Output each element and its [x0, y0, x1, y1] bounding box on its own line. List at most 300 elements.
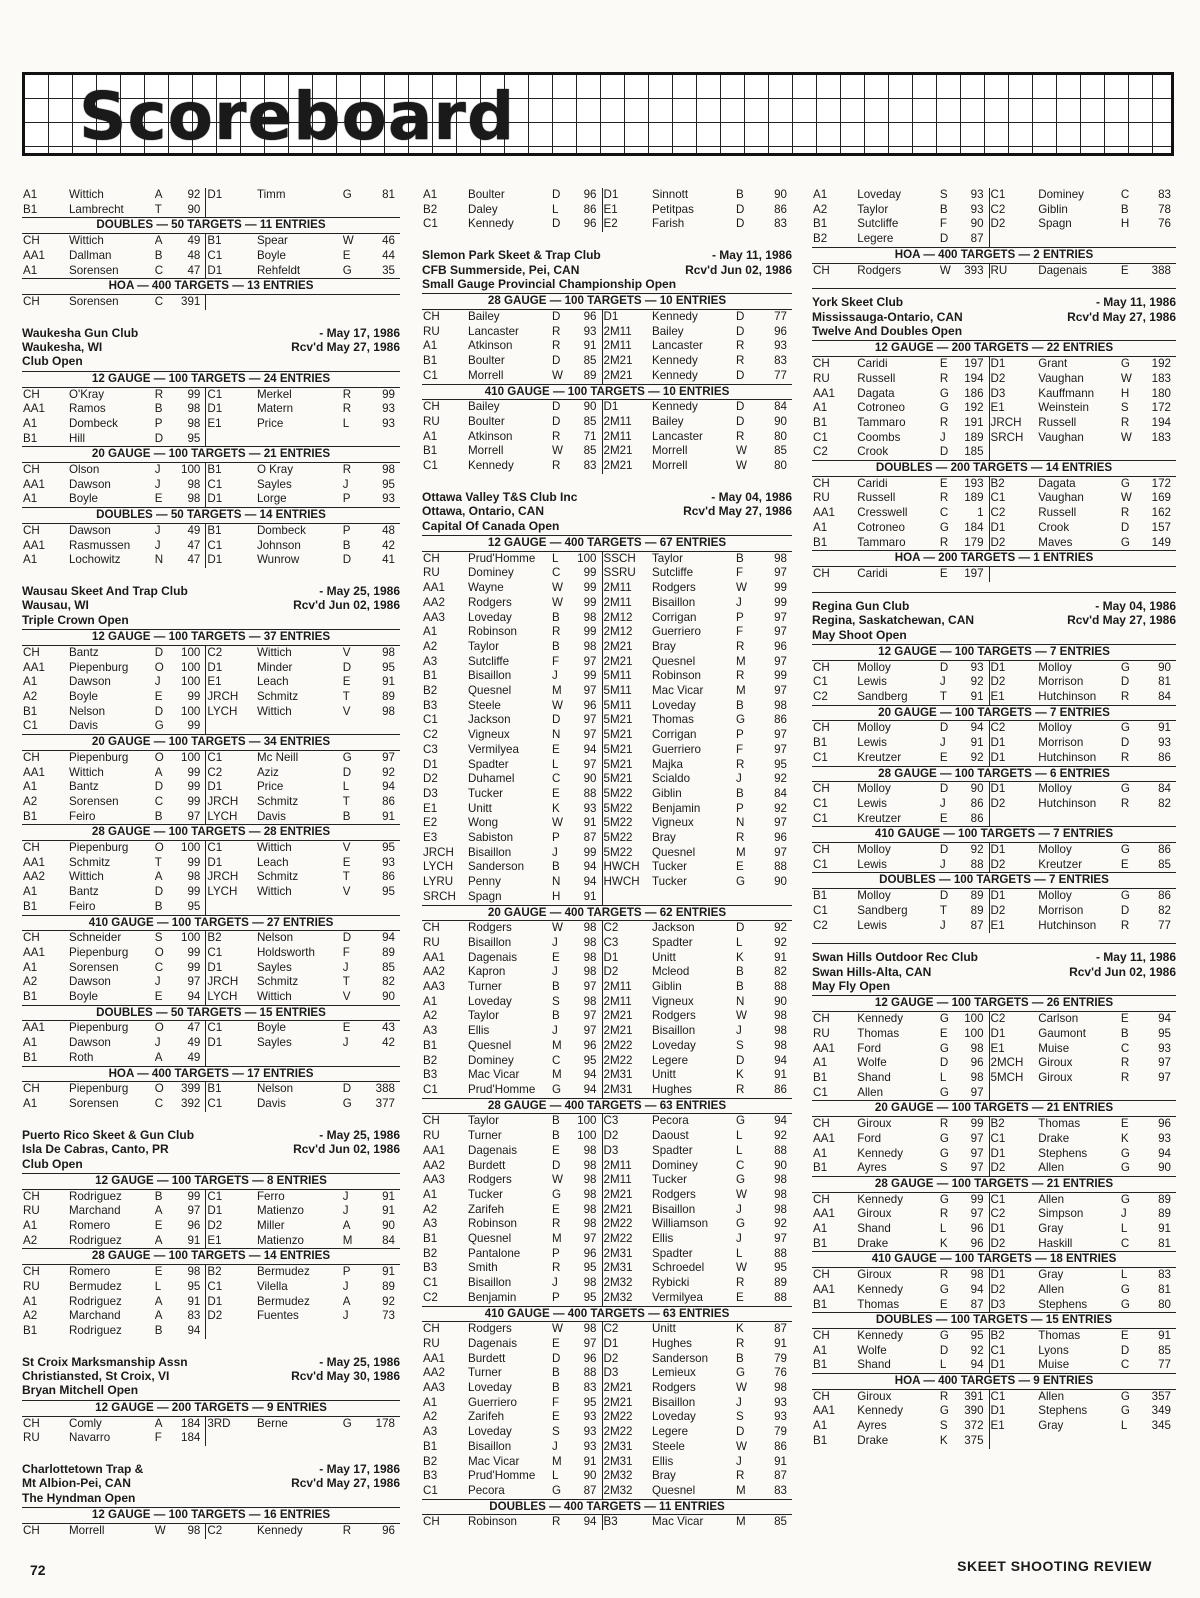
event-title: HOA — 400 TARGETS — 17 ENTRIES: [22, 1066, 400, 1083]
class-cell: B1: [23, 899, 38, 913]
score-cell: 91: [1158, 721, 1171, 735]
score-cell: 93: [382, 492, 395, 506]
grade-cell: R: [1120, 796, 1130, 810]
score-cell: 100: [175, 463, 206, 478]
table-row: [422, 1396, 792, 1411]
class-cell: A3: [423, 1425, 438, 1439]
score-cell: 97: [572, 728, 602, 743]
shooter-name-cell: Schneider: [68, 931, 122, 945]
table-row: [422, 400, 792, 415]
class-cell: AA1: [423, 1351, 445, 1365]
shooter-name-cell: Kennedy: [468, 459, 514, 473]
shooter-name-cell: Stephens: [1038, 1146, 1088, 1160]
score-cell: 96: [572, 188, 602, 203]
class-cell: CH: [23, 294, 40, 308]
grade-cell: J: [154, 523, 161, 537]
class-cell: C3: [603, 935, 619, 949]
shooter-name-cell: Lewis: [857, 736, 887, 750]
grade-cell: D: [736, 202, 745, 216]
grade-cell: B: [342, 538, 351, 552]
table-row: [22, 856, 400, 871]
table-row: [422, 1337, 792, 1352]
shooter-name-cell: Dagenais: [468, 1143, 517, 1157]
score-cell: 93: [572, 802, 602, 817]
score-cell: 90: [1158, 1161, 1171, 1175]
class-cell: 5MCH: [990, 1071, 1024, 1084]
grade-cell: O: [154, 945, 164, 959]
grade-cell: D: [154, 885, 164, 899]
shooter-name-cell: Loveday: [468, 610, 512, 624]
page-number: 72: [30, 1562, 46, 1578]
class-cell: C1: [207, 945, 223, 959]
grade-cell: [343, 1431, 365, 1446]
club-heading-line: [812, 324, 1176, 338]
grade-cell: J: [736, 1454, 742, 1468]
shooter-name-cell: Romero: [68, 1219, 111, 1233]
shooter-name-cell: Ellis: [652, 1454, 674, 1468]
score-cell: 86: [1158, 750, 1171, 764]
grade-cell: E: [342, 855, 351, 869]
grade-cell: F: [736, 625, 744, 639]
shooter-name-cell: Lewis: [857, 675, 887, 689]
results-table: [812, 188, 1176, 247]
class-cell: HWCH: [603, 875, 640, 889]
class-cell: RU: [423, 324, 440, 338]
table-row: [22, 1431, 400, 1446]
score-cell: 35: [382, 263, 395, 277]
received-date: Rcv'd Jun 02, 1986: [293, 598, 400, 613]
grade-cell: D: [552, 1351, 561, 1365]
score-cell: 99: [175, 780, 206, 795]
shooter-name-cell: Hutchinson: [1038, 918, 1097, 932]
score-cell: 91: [1158, 1328, 1171, 1342]
class-cell: B1: [207, 463, 222, 477]
shooter-name-cell: Stephens: [1038, 1404, 1088, 1418]
event-title: DOUBLES — 50 TARGETS — 14 ENTRIES: [22, 507, 400, 524]
class-cell: 2M12: [603, 610, 633, 624]
table-row: [22, 961, 400, 976]
shooter-name-cell: Giblin: [652, 980, 682, 994]
event-title: 12 GAUGE — 100 TARGETS — 24 ENTRIES: [22, 371, 400, 388]
score-cell: 88: [774, 980, 787, 994]
score-cell: 98: [572, 1217, 602, 1232]
class-cell: LYCH: [207, 809, 238, 823]
grade-cell: K: [736, 950, 744, 964]
shooter-name-cell: Vaughan: [1038, 491, 1084, 505]
shooter-name-cell: Thomas: [857, 1297, 900, 1311]
score-cell: 79: [774, 1425, 787, 1439]
table-row: [422, 1469, 792, 1484]
grade-cell: R: [939, 415, 949, 429]
event-title: 410 GAUGE — 100 TARGETS — 7 ENTRIES: [812, 826, 1176, 843]
shooter-name-cell: [257, 432, 343, 447]
club-heading-line: [422, 263, 792, 277]
class-cell: C2: [813, 918, 828, 932]
club-name: Regina Gun Club: [812, 598, 910, 613]
table-row: [422, 325, 792, 340]
shooter-name-cell: Cotroneo: [857, 401, 905, 415]
shooter-name-cell: Bailey: [652, 324, 684, 338]
shooter-name-cell: Kreutzer: [1038, 857, 1083, 871]
score-cell: 100: [175, 705, 206, 720]
shooter-name-cell: Davis: [256, 1097, 286, 1110]
shooter-name-cell: Pantalone: [468, 1246, 521, 1260]
table-row: [22, 1309, 400, 1324]
grade-cell: T: [154, 855, 162, 869]
table-row: [812, 919, 1176, 934]
club-name: Puerto Rico Skeet & Gun Club: [22, 1127, 195, 1142]
class-cell: CH: [813, 1012, 830, 1026]
shooter-name-cell: Lewis: [857, 918, 887, 932]
shooter-name-cell: Bisaillon: [468, 669, 512, 683]
shooter-name-cell: Thomas: [857, 1026, 900, 1040]
class-cell: D2: [603, 965, 619, 979]
shooter-name-cell: Crook: [857, 445, 889, 459]
shooter-name-cell: Price: [256, 780, 284, 794]
class-cell: A3: [423, 1024, 438, 1038]
shooter-name-cell: Dominey: [1038, 188, 1084, 201]
shooter-name-cell: Rehfeldt: [256, 263, 301, 277]
score-cell: 98: [774, 1187, 787, 1201]
score-cell: 82: [774, 965, 787, 979]
score-cell: 95: [960, 1329, 990, 1344]
event-title: 12 GAUGE — 400 TARGETS — 67 ENTRIES: [422, 535, 792, 552]
grade-cell: E: [154, 1219, 163, 1233]
grade-cell: J: [342, 477, 349, 491]
event-results: [812, 1312, 1176, 1373]
class-cell: 2M21: [603, 368, 633, 382]
grade-cell: L: [552, 202, 559, 216]
class-cell: B1: [23, 202, 38, 216]
table-row: [422, 980, 792, 995]
grade-cell: R: [736, 831, 745, 845]
club-location: Wausau, WI: [22, 598, 89, 613]
class-cell: CH: [23, 234, 40, 248]
club-heading: [22, 326, 400, 369]
shooter-name-cell: Molloy: [857, 782, 891, 796]
shooter-name-cell: Lochowitz: [68, 553, 121, 567]
table-row: [422, 743, 792, 758]
grade-cell: J: [736, 1202, 742, 1216]
shooter-name-cell: [1038, 812, 1121, 827]
grade-cell: R: [736, 1083, 745, 1096]
score-cell: 78: [1158, 202, 1171, 216]
score-cell: 94: [1158, 1012, 1171, 1026]
grade-cell: G: [552, 1483, 562, 1497]
grade-cell: B: [154, 1189, 163, 1203]
shooter-name-cell: Matern: [256, 402, 294, 416]
shooter-name-cell: Tucker: [468, 786, 504, 800]
score-cell: 149: [1151, 535, 1171, 549]
score-cell: 84: [1158, 690, 1171, 704]
shooter-name-cell: Kennedy: [652, 310, 698, 324]
spacer: [422, 232, 792, 242]
table-row: [812, 721, 1176, 736]
shooter-name-cell: Wittich: [256, 990, 292, 1004]
class-cell: A1: [23, 885, 38, 899]
class-cell: D1: [603, 400, 619, 414]
score-cell: 88: [774, 1246, 787, 1260]
class-cell: D2: [207, 1219, 223, 1233]
score-cell: 186: [960, 387, 990, 402]
shooter-name-cell: Gray: [1038, 1419, 1064, 1433]
grade-cell: [1121, 232, 1143, 247]
class-cell: A1: [23, 1219, 38, 1233]
table-row: [422, 339, 792, 354]
score-cell: 89: [382, 690, 395, 704]
shooter-name-cell: Shand: [857, 1071, 891, 1084]
score-cell: 99: [572, 596, 602, 611]
grade-cell: W: [154, 1523, 166, 1537]
score-cell: 82: [1158, 796, 1171, 810]
grade-cell: W: [342, 234, 354, 248]
class-cell: D3: [990, 386, 1006, 400]
shooter-name-cell: Burdett: [468, 1351, 506, 1365]
class-cell: RU: [813, 371, 830, 385]
table-row: [422, 875, 792, 890]
grade-cell: R: [342, 387, 352, 401]
club-heading: [22, 1462, 400, 1505]
score-cell: 95: [572, 1261, 602, 1276]
shooter-name-cell: Leach: [256, 675, 289, 689]
class-cell: D2: [990, 371, 1006, 385]
grade-cell: W: [552, 581, 563, 595]
score-cell: 95: [774, 1261, 787, 1275]
event-title: 410 GAUGE — 100 TARGETS — 27 ENTRIES: [22, 915, 400, 932]
event-results: [812, 1373, 1176, 1449]
grade-cell: J: [342, 960, 349, 974]
score-cell: 91: [960, 690, 990, 705]
club-name: Wausau Skeet And Trap Club: [22, 583, 188, 598]
grade-cell: B: [736, 551, 744, 565]
class-cell: CH: [23, 1082, 40, 1096]
shooter-name-cell: Ellis: [468, 1024, 490, 1038]
table-row: [22, 1280, 400, 1295]
club-heading-line: [22, 584, 400, 598]
score-cell: 162: [1151, 506, 1171, 520]
shooter-name-cell: Taylor: [468, 1114, 499, 1128]
score-cell: 94: [1158, 1146, 1171, 1160]
event-title: DOUBLES — 200 TARGETS — 14 ENTRIES: [812, 460, 1176, 477]
shooter-name-cell: Zarifeh: [468, 1202, 505, 1216]
class-cell: AA1: [813, 1404, 835, 1418]
class-cell: B1: [423, 1232, 438, 1246]
shooter-name-cell: Molloy: [1038, 721, 1072, 735]
class-cell: C3: [423, 742, 438, 756]
class-cell: CH: [813, 1268, 830, 1282]
shoot-name: May Fly Open: [812, 979, 891, 994]
grade-cell: L: [1120, 1268, 1128, 1282]
score-cell: 1: [960, 506, 990, 521]
shooter-name-cell: Prud'Homme: [468, 1083, 536, 1096]
class-cell: C1: [990, 1343, 1006, 1357]
shooter-name-cell: Legere: [857, 232, 894, 246]
score-cell: 100: [175, 841, 206, 856]
class-cell: 2M21: [603, 1202, 633, 1216]
grade-cell: C: [1120, 188, 1130, 201]
score-cell: 77: [1158, 918, 1171, 932]
grade-cell: [343, 432, 365, 447]
event-title: 28 GAUGE — 100 TARGETS — 14 ENTRIES: [22, 1248, 400, 1265]
table-row: [812, 1012, 1176, 1027]
club-heading-line: [22, 1462, 400, 1476]
shooter-name-cell: Tucker: [652, 1173, 688, 1187]
grade-cell: M: [736, 654, 746, 668]
shooter-name-cell: Leach: [256, 855, 289, 869]
score-cell: 90: [572, 400, 602, 415]
grade-cell: D: [1120, 736, 1130, 750]
grade-cell: A: [154, 1416, 163, 1430]
table-row: [22, 810, 400, 825]
table-row: [812, 203, 1176, 218]
shooter-name-cell: Allen: [1038, 1192, 1065, 1206]
event-results: [422, 535, 792, 905]
grade-cell: [343, 900, 365, 915]
grade-cell: G: [1120, 721, 1130, 735]
class-cell: A1: [423, 625, 438, 639]
table-row: [422, 1515, 792, 1530]
shooter-name-cell: Atkinson: [468, 339, 513, 353]
table-row: [812, 1193, 1176, 1208]
table-row: [812, 217, 1176, 232]
grade-cell: M: [552, 684, 562, 698]
table-row: [422, 1173, 792, 1188]
shoot-name: The Hyndman Open: [22, 1490, 136, 1505]
score-cell: 92: [175, 188, 206, 203]
shooter-name-cell: Bisaillon: [652, 595, 696, 609]
score-cell: 99: [175, 388, 206, 403]
grade-cell: [736, 890, 758, 905]
class-cell: AA3: [423, 610, 445, 624]
table-row: [422, 758, 792, 773]
grade-cell: J: [342, 1189, 349, 1203]
score-cell: 41: [382, 553, 395, 567]
shooter-name-cell: Gray: [1038, 1222, 1064, 1236]
shooter-name-cell: Gaumont: [1038, 1026, 1086, 1040]
score-cell: 47: [175, 1021, 206, 1036]
score-cell: 183: [1151, 430, 1171, 444]
grade-cell: R: [342, 402, 352, 416]
class-cell: D3: [603, 1143, 619, 1157]
class-cell: A3: [423, 654, 438, 668]
table-row: [422, 1322, 792, 1337]
table-row: [422, 217, 792, 232]
shooter-name-cell: Prud'Homme: [468, 1469, 536, 1483]
score-cell: 95: [572, 1291, 602, 1306]
class-cell: B2: [423, 1454, 438, 1468]
table-row: [812, 1071, 1176, 1086]
grade-cell: R: [736, 1336, 745, 1350]
class-cell: 2M22: [603, 1410, 633, 1424]
grade-cell: W: [552, 368, 563, 382]
class-cell: 3RD: [207, 1416, 231, 1430]
score-cell: 84: [382, 1233, 395, 1247]
shooter-name-cell: Mcleod: [652, 965, 690, 979]
class-cell: E1: [990, 401, 1005, 415]
shooter-name-cell: Rasmussen: [68, 538, 131, 552]
shooter-name-cell: Bray: [652, 1469, 676, 1483]
club-heading-line: [22, 1157, 400, 1171]
score-cell: 89: [774, 1276, 787, 1290]
class-cell: D3: [603, 1366, 619, 1380]
score-cell: 82: [382, 975, 395, 989]
class-cell: D1: [207, 263, 223, 277]
class-cell: A1: [813, 520, 828, 534]
shoot-name: Bryan Mitchell Open: [22, 1383, 139, 1398]
class-cell: CH: [423, 1322, 440, 1336]
class-cell: AA1: [23, 538, 45, 552]
class-cell: B1: [207, 1082, 222, 1096]
grade-cell: C: [552, 772, 561, 786]
table-row: [22, 661, 400, 676]
class-cell: AA3: [423, 1381, 445, 1395]
score-cell: 82: [1158, 903, 1171, 917]
score-cell: 97: [774, 566, 787, 580]
class-cell: CH: [813, 843, 830, 857]
shooter-name-cell: Olson: [68, 463, 100, 477]
score-cell: 92: [382, 765, 395, 779]
class-cell: CH: [23, 1189, 40, 1203]
score-cell: 86: [774, 1083, 787, 1096]
score-cell: 183: [1151, 371, 1171, 385]
class-cell: A1: [23, 780, 38, 794]
table-row: [422, 772, 792, 787]
shooter-name-cell: Nelson: [256, 1082, 294, 1096]
table-row: [812, 1042, 1176, 1057]
shooter-name-cell: Kennedy: [652, 354, 698, 368]
shooter-name-cell: Taylor: [652, 551, 683, 565]
shooter-name-cell: Vermilyea: [652, 1290, 703, 1304]
results-table: [422, 400, 792, 474]
event-title: 12 GAUGE — 200 TARGETS — 22 ENTRIES: [812, 340, 1176, 357]
class-cell: C2: [813, 445, 828, 459]
class-cell: D1: [990, 1222, 1006, 1236]
grade-cell: F: [939, 217, 947, 231]
score-cell: 388: [1151, 263, 1171, 277]
table-row: [422, 965, 792, 980]
shooter-name-cell: Mac Vicar: [652, 1515, 704, 1529]
class-cell: AA1: [23, 248, 45, 262]
grade-cell: A: [342, 1219, 351, 1233]
shooter-name-cell: Piepenburg: [68, 1021, 129, 1035]
grade-cell: G: [342, 750, 352, 764]
grade-cell: W: [1120, 371, 1132, 385]
shooter-name-cell: Corrigan: [652, 610, 697, 624]
table-row: [422, 1188, 792, 1203]
score-cell: 71: [572, 430, 602, 445]
score-cell: 91: [572, 339, 602, 354]
grade-cell: A: [154, 870, 163, 884]
score-cell: 99: [382, 387, 395, 401]
score-cell: 44: [382, 248, 395, 262]
club-name: Slemon Park Skeet & Trap Club: [422, 248, 601, 263]
shooter-name-cell: [1038, 445, 1121, 460]
table-row: [422, 203, 792, 218]
score-cell: 96: [572, 1039, 602, 1054]
score-cell: 94: [960, 1283, 990, 1298]
grade-cell: L: [736, 935, 743, 949]
shoot-date: - May 11, 1986: [711, 248, 792, 263]
table-row: [422, 995, 792, 1010]
score-cell: 80: [774, 459, 787, 473]
grade-cell: C: [154, 1097, 164, 1110]
score-cell: 94: [572, 860, 602, 875]
results-table: [812, 843, 1176, 872]
class-cell: AA1: [423, 581, 445, 595]
class-cell: B1: [813, 1071, 828, 1084]
table-row: [22, 553, 400, 568]
shooter-name-cell: Sayles: [256, 477, 292, 491]
